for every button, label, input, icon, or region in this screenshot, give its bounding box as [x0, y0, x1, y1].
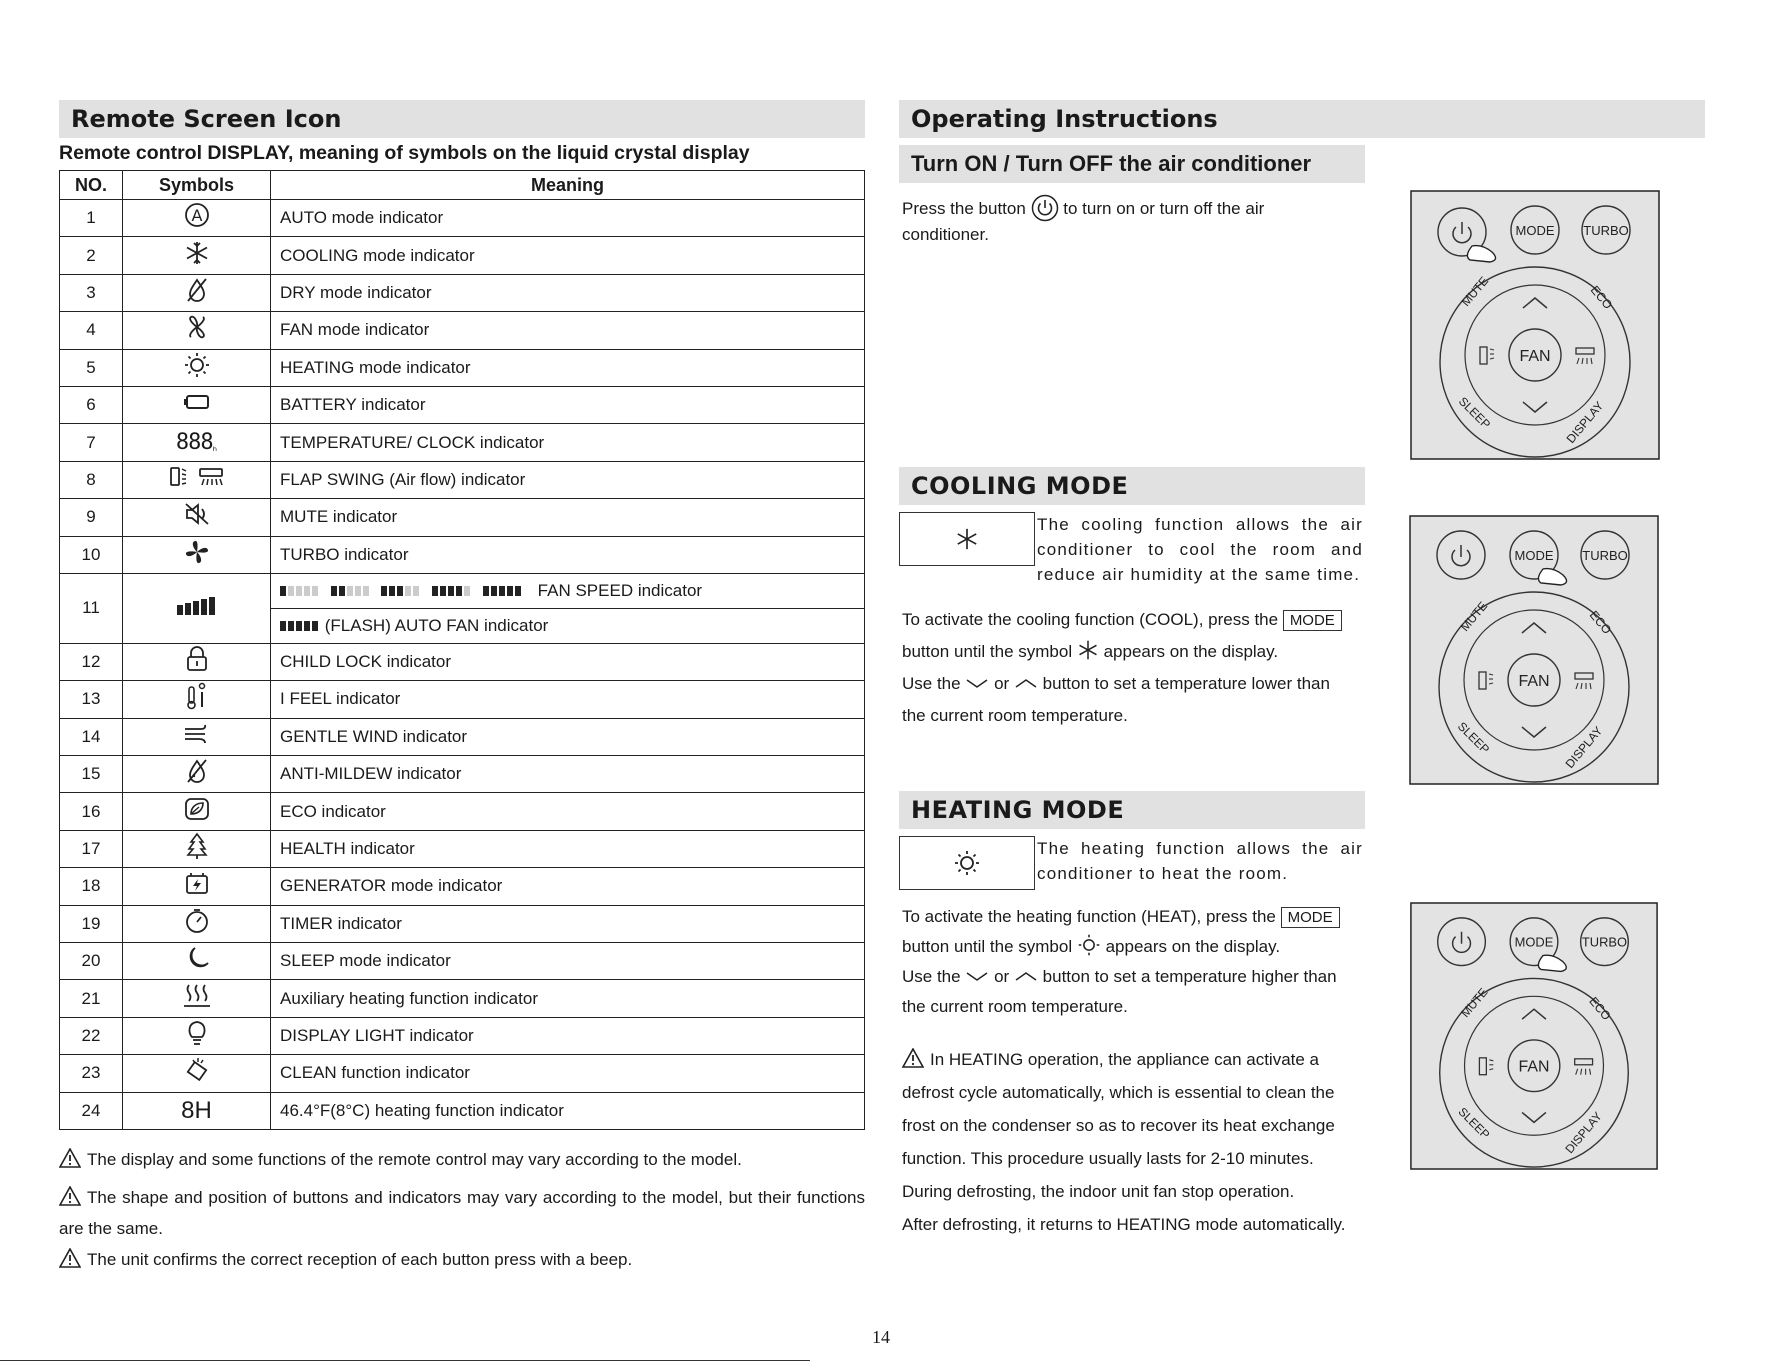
turbo-button-label: TURBO	[1582, 548, 1628, 563]
row-number: 22	[60, 1017, 123, 1054]
cooling-p2c: the current room temperature.	[902, 706, 1128, 725]
row-meaning: ANTI-MILDEW indicator	[271, 756, 865, 793]
mode-button-label: MODE	[1514, 934, 1554, 950]
row-meaning: TIMER indicator	[271, 905, 865, 942]
row-number: 18	[60, 868, 123, 905]
fan-speed-label: FAN SPEED indicator	[537, 580, 703, 600]
row-meaning: 46.4°F(8°C) heating function indicator	[271, 1092, 865, 1129]
dry-drop-icon	[184, 277, 210, 303]
auto-mode-icon	[184, 202, 210, 228]
row-meaning: I FEEL indicator	[271, 681, 865, 718]
display-label: DISPLAY	[1563, 398, 1607, 446]
timer-icon	[184, 907, 210, 935]
heating-p1a: To activate the heating function (HEAT), press the	[902, 907, 1276, 926]
mute-label: MUTE	[1458, 273, 1492, 309]
row-meaning: DRY mode indicator	[271, 274, 865, 311]
warn-line: During defrosting, the indoor unit fan stop operation.	[902, 1182, 1295, 1201]
table-row	[60, 349, 865, 386]
row-number: 17	[60, 830, 123, 867]
sleep-label: SLEEP	[1455, 394, 1494, 432]
svg-text:A: A	[191, 206, 202, 226]
cooling-mode-banner: COOLING MODE	[899, 467, 1365, 505]
table-row	[60, 312, 865, 349]
heating-p2b: button to set a temperature higher than	[1042, 967, 1337, 986]
fan-button-label: FAN	[1518, 1058, 1550, 1076]
row-number: 2	[60, 237, 123, 274]
fan-button-label: FAN	[1518, 673, 1550, 690]
health-tree-icon	[185, 832, 209, 860]
row-meaning: MUTE indicator	[271, 499, 865, 536]
warn-line: In HEATING operation, the appliance can activate a	[930, 1050, 1320, 1069]
heating-mode-banner: HEATING MODE	[899, 791, 1365, 829]
table-row	[60, 681, 865, 718]
note-1	[59, 1148, 865, 1170]
table-row: 7 888ₕ TEMPERATURE/ CLOCK indicator	[60, 424, 865, 461]
table-row	[60, 386, 865, 423]
eco-label: ECO	[1586, 994, 1614, 1023]
cooling-p2a: Use the	[902, 674, 961, 693]
chevron-up-icon	[1014, 970, 1038, 982]
fan-icon	[184, 314, 210, 340]
fan-speed-level-3-icon	[381, 582, 421, 596]
row-meaning: SLEEP mode indicator	[271, 943, 865, 980]
table-row	[60, 643, 865, 680]
display-label: DISPLAY	[1562, 723, 1606, 771]
row-meaning: FAN mode indicator	[271, 312, 865, 349]
chevron-down-icon	[965, 677, 989, 689]
row-number: 23	[60, 1055, 123, 1092]
table-row	[60, 905, 865, 942]
heating-warning	[902, 1043, 1364, 1241]
warn-line: defrost cycle automatically, which is essential to clean the	[902, 1083, 1335, 1102]
turn-on-off-banner: Turn ON / Turn OFF the air conditioner	[899, 145, 1365, 183]
row-number: 7	[60, 424, 123, 461]
operating-instructions-banner: Operating Instructions	[899, 100, 1705, 138]
chevron-down-icon	[965, 970, 989, 982]
table-row	[60, 868, 865, 905]
row-number: 21	[60, 980, 123, 1017]
display-label: DISPLAY	[1562, 1109, 1605, 1157]
onoff-text-before: Press the button	[902, 199, 1026, 218]
eco-label: ECO	[1586, 607, 1615, 637]
mute-label: MUTE	[1457, 598, 1491, 634]
note-text: The unit confirms the correct reception of each button press with a beep.	[87, 1250, 633, 1269]
table-row	[60, 573, 865, 608]
auto-fan-bars-icon	[280, 617, 320, 631]
table-row	[60, 499, 865, 536]
auto-fan-label: (FLASH) AUTO FAN indicator	[324, 615, 549, 635]
cooling-symbol-box	[899, 512, 1035, 566]
cooling-or: or	[994, 674, 1010, 693]
row-meaning: HEATING mode indicator	[271, 349, 865, 386]
note-2	[59, 1182, 865, 1244]
8h-icon: 8H	[123, 1092, 271, 1129]
row-number: 24	[60, 1092, 123, 1129]
mode-key-label: MODE	[1281, 907, 1340, 928]
row-meaning: CLEAN function indicator	[271, 1055, 865, 1092]
fan-speed-level-2-icon	[331, 582, 371, 596]
sleep-label: SLEEP	[1455, 1104, 1493, 1142]
i-feel-icon	[184, 681, 210, 711]
heat-waves-icon	[182, 983, 212, 1009]
table-row	[60, 943, 865, 980]
row-number: 4	[60, 312, 123, 349]
cooling-snowflake-icon	[1077, 639, 1099, 661]
clean-icon	[183, 1056, 211, 1084]
turbo-button-label: TURBO	[1583, 223, 1629, 238]
table-row	[60, 200, 865, 237]
note-text: The shape and position of buttons and indicators may vary according to the model, but their functions are the same.	[59, 1188, 865, 1238]
cooling-instructions	[902, 604, 1368, 732]
table-row	[60, 1017, 865, 1054]
warn-line: frost on the condenser so as to recover its heat exchange	[902, 1116, 1335, 1135]
row-meaning: GENERATOR mode indicator	[271, 868, 865, 905]
row-meaning: FLAP SWING (Air flow) indicator	[271, 461, 865, 498]
heating-description: The heating function allows the air conditioner to heat the room.	[1037, 839, 1363, 883]
onoff-text-after: to turn on or turn off the air	[1063, 199, 1265, 218]
row-number: 16	[60, 793, 123, 830]
turn-on-off-text	[902, 194, 1372, 248]
row-meaning: TEMPERATURE/ CLOCK indicator	[271, 424, 865, 461]
row-meaning: AUTO mode indicator	[271, 200, 865, 237]
table-row	[60, 237, 865, 274]
bottom-rule	[0, 1360, 810, 1361]
remote-diagram-heating	[1408, 902, 1660, 1170]
col-header-no: NO.	[60, 171, 123, 200]
table-row	[60, 756, 865, 793]
lock-icon	[184, 645, 210, 673]
chevron-up-icon	[1014, 677, 1038, 689]
row-number: 15	[60, 756, 123, 793]
row-number: 9	[60, 499, 123, 536]
page-number: 14	[872, 1327, 890, 1347]
table-row	[60, 1092, 865, 1129]
turbo-fan-icon	[183, 538, 211, 566]
row-meaning: TURBO indicator	[271, 536, 865, 573]
mode-key-label: MODE	[1283, 610, 1342, 631]
col-header-meaning: Meaning	[271, 171, 865, 200]
table-subtitle: Remote control DISPLAY, meaning of symbols on the liquid crystal display	[59, 142, 750, 164]
row-number: 12	[60, 643, 123, 680]
table-row	[60, 830, 865, 867]
row-meaning: DISPLAY LIGHT indicator	[271, 1017, 865, 1054]
row-meaning: HEALTH indicator	[271, 830, 865, 867]
cooling-p1b: button until the symbol	[902, 642, 1073, 661]
row-number: 6	[60, 386, 123, 423]
sun-icon	[953, 849, 981, 877]
note-text: The display and some functions of the remote control may vary according to the model.	[87, 1150, 742, 1169]
heating-p2a: Use the	[902, 967, 961, 986]
heating-p2c: the current room temperature.	[902, 997, 1128, 1016]
eco-label: ECO	[1587, 282, 1616, 312]
cooling-p1a: To activate the cooling function (COOL), press the	[902, 610, 1279, 629]
battery-icon	[183, 393, 211, 411]
table-row	[60, 1055, 865, 1092]
mode-button-label: MODE	[1515, 223, 1555, 238]
mute-speaker-icon	[183, 501, 211, 527]
row-number: 8	[60, 461, 123, 498]
cooling-description: The cooling function allows the air conditioner to cool the room and reduce air humidity at the same time.	[1037, 515, 1363, 584]
sun-icon	[183, 351, 211, 379]
segment-display-icon: 888	[175, 430, 213, 456]
bulb-icon	[185, 1019, 209, 1047]
warning-icon	[59, 1186, 81, 1206]
fan-speed-level-5-icon	[483, 582, 523, 596]
cooling-p1c: appears on the display.	[1103, 642, 1279, 661]
fan-speed-bars-icon	[177, 595, 217, 615]
turbo-button-label: TURBO	[1581, 934, 1628, 950]
onoff-text-line2: conditioner.	[902, 225, 989, 244]
remote-diagram-cooling	[1408, 515, 1660, 785]
anti-mildew-icon	[184, 758, 210, 784]
row-meaning: BATTERY indicator	[271, 386, 865, 423]
row-meaning: CHILD LOCK indicator	[271, 643, 865, 680]
row-meaning: Auxiliary heating function indicator	[271, 980, 865, 1017]
gentle-wind-icon	[183, 722, 211, 746]
mute-label: MUTE	[1458, 985, 1491, 1021]
row-number: 14	[60, 718, 123, 755]
row-number: 10	[60, 536, 123, 573]
table-row	[60, 536, 865, 573]
warn-line: After defrosting, it returns to HEATING mode automatically.	[902, 1215, 1346, 1234]
row-number: 20	[60, 943, 123, 980]
fan-button-label: FAN	[1519, 348, 1551, 365]
row-number: 13	[60, 681, 123, 718]
row-number: 3	[60, 274, 123, 311]
table-row	[60, 718, 865, 755]
table-row	[60, 793, 865, 830]
sun-icon	[1077, 933, 1101, 957]
table-row	[60, 461, 865, 498]
cooling-snowflake-icon	[955, 527, 979, 551]
heating-p1c: appears on the display.	[1105, 937, 1281, 956]
row-meaning: GENTLE WIND indicator	[271, 718, 865, 755]
power-icon	[1031, 194, 1059, 222]
row-number: 11	[60, 573, 123, 643]
table-row	[60, 274, 865, 311]
warning-icon	[59, 1248, 81, 1268]
remote-diagram-power	[1410, 190, 1660, 460]
symbols-table	[59, 170, 865, 1130]
note-3	[59, 1248, 865, 1270]
moon-icon	[183, 945, 211, 971]
warning-icon	[902, 1048, 924, 1068]
sleep-label: SLEEP	[1454, 719, 1493, 757]
row-number: 19	[60, 905, 123, 942]
fan-speed-level-4-icon	[432, 582, 472, 596]
mode-button-label: MODE	[1514, 548, 1554, 563]
remote-screen-icon-banner: Remote Screen Icon	[59, 100, 865, 138]
generator-icon	[184, 870, 210, 896]
heating-instructions	[902, 902, 1368, 1022]
eco-leaf-icon	[183, 796, 211, 822]
row-meaning: ECO indicator	[271, 793, 865, 830]
table-row	[60, 980, 865, 1017]
heating-p1b: button until the symbol	[902, 937, 1073, 956]
heating-or: or	[994, 967, 1010, 986]
warn-line: function. This procedure usually lasts for 2-10 minutes.	[902, 1149, 1314, 1168]
heating-symbol-box	[899, 836, 1035, 890]
flap-swing-icon	[167, 465, 227, 489]
fan-speed-level-1-icon	[280, 582, 320, 596]
warning-icon	[59, 1148, 81, 1168]
row-number: 1	[60, 200, 123, 237]
cooling-p2b: button to set a temperature lower than	[1042, 674, 1330, 693]
row-number: 5	[60, 349, 123, 386]
cooling-snowflake-icon	[184, 240, 210, 266]
row-meaning: COOLING mode indicator	[271, 237, 865, 274]
col-header-symbols: Symbols	[123, 171, 271, 200]
